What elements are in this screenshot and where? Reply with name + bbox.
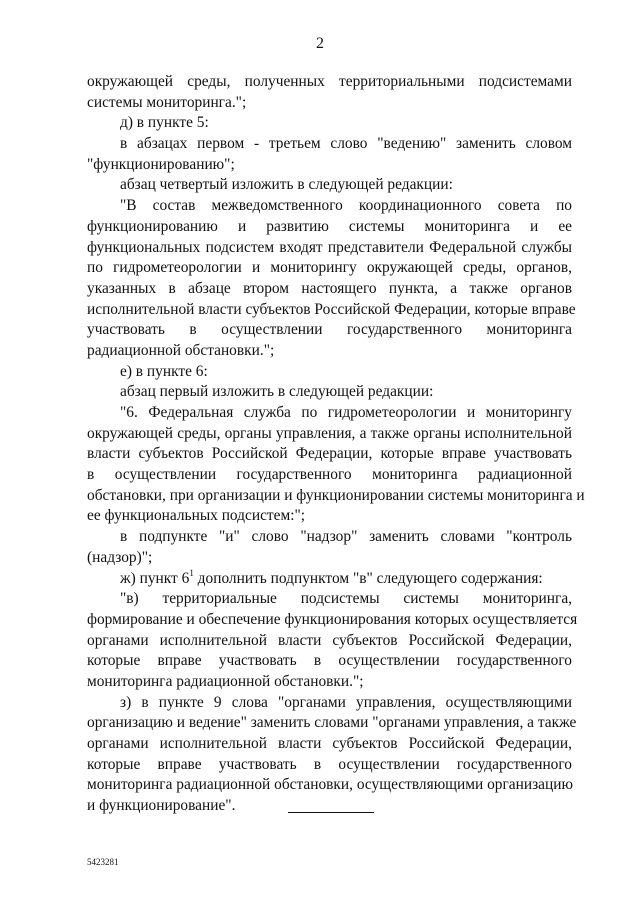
text-line [87, 279, 572, 300]
end-divider [288, 812, 374, 813]
line-text: мониторинга радиационной обстановки, осуществляющими организацию [87, 776, 573, 794]
line-text: указанных в абзаце втором настоящего пункта, а также органов [87, 279, 572, 297]
text-line [87, 196, 572, 217]
text-line [87, 610, 578, 631]
document-body [87, 72, 585, 817]
line-text: радиационной обстановки."; [87, 341, 275, 359]
text-line [87, 217, 572, 238]
line-text: (надзор)"; [87, 548, 153, 566]
text-line [87, 693, 572, 714]
text-line [87, 527, 572, 548]
line-text: функциональных подсистем входят представители Федеральной службы [87, 238, 572, 256]
text-line [87, 486, 585, 507]
text-line [87, 175, 572, 196]
text-line [87, 548, 572, 569]
line-text: ж) пункт 6 [120, 569, 190, 587]
text-line [87, 796, 572, 817]
line-text: е) в пункте 6: [120, 362, 208, 380]
text-line [87, 631, 572, 652]
text-line [87, 362, 572, 383]
text-line [87, 775, 572, 796]
text-line [87, 506, 572, 527]
text-line [87, 341, 572, 362]
line-text: исполнительной власти субъектов Российской Федерации, которые вправе [87, 300, 576, 318]
text-line [87, 113, 572, 134]
line-text: в абзацах первом - третьем слово "ведению" заменить словом [120, 135, 572, 153]
text-line [87, 134, 572, 155]
line-text: мониторинга радиационной обстановки."; [87, 672, 364, 690]
text-line [87, 403, 572, 424]
line-text: которые вправе участвовать в осуществлении государственного [87, 755, 572, 773]
text-line [87, 713, 577, 734]
text-line [87, 258, 572, 279]
line-text: организацию и ведение" заменить словами "органами управления, а также [87, 714, 577, 732]
line-text: ее функциональных подсистем:"; [87, 507, 306, 525]
text-line [87, 672, 572, 693]
line-text: "в) территориальные подсистемы системы мониторинга, [120, 590, 572, 608]
line-text: д) в пункте 5: [120, 114, 209, 132]
text-line [87, 651, 572, 672]
text-line [87, 155, 572, 176]
line-text: "6. Федеральная служба по гидрометеорологии и мониторингу [120, 404, 572, 421]
line-text: абзац четвертый изложить в следующей редакции: [120, 176, 453, 194]
text-line [87, 589, 572, 610]
text-line [87, 755, 572, 776]
line-text: по гидрометеорологии и мониторингу окружающей среды, органов, [87, 259, 572, 277]
line-text: окружающей среды, полученных территориальными подсистемами [87, 73, 572, 90]
line-text: в подпункте "и" слово "надзор" заменить словами "контроль [120, 528, 572, 546]
line-text: формирование и обеспечение функционирования которых осуществляется [87, 610, 578, 628]
text-line [87, 300, 576, 321]
line-text: "В состав межведомственного координационного совета по [120, 197, 572, 215]
line-text: органами исполнительной власти субъектов Российской Федерации, [87, 631, 572, 649]
line-text: которые вправе участвовать в осуществлении государственного [87, 652, 572, 670]
document-code: 5423281 [87, 857, 119, 867]
text-line [87, 382, 572, 403]
line-text: в осуществлении государственного мониторинга радиационной [87, 466, 572, 484]
line-text: и функционирование". [87, 797, 236, 815]
text-line [87, 424, 572, 445]
line-text: окружающей среды, органы управления, а также органы исполнительной [87, 424, 572, 442]
text-line [87, 734, 572, 755]
superscript-index: 1 [189, 567, 194, 578]
line-text: функционированию и развитию системы мониторинга и ее [87, 217, 572, 235]
text-line [87, 238, 572, 259]
text-line [87, 569, 572, 590]
line-text: "функционированию"; [87, 155, 235, 173]
text-line [87, 72, 572, 93]
line-text: системы мониторинга."; [87, 93, 247, 111]
line-text: власти субъектов Российской Федерации, которые вправе участвовать [87, 445, 572, 463]
text-line [87, 320, 572, 341]
text-line [87, 444, 572, 465]
line-text: участвовать в осуществлении государственного мониторинга [87, 321, 572, 339]
text-line [87, 465, 572, 486]
line-text: з) в пункте 9 слова "органами управления, осуществляющими [120, 693, 572, 711]
line-text: обстановки, при организации и функционировании системы мониторинга и [87, 486, 585, 504]
text-line [87, 93, 572, 114]
line-text-continued: дополнить подпунктом "в" следующего содержания: [193, 569, 543, 587]
page-number: 2 [316, 35, 324, 52]
line-text: абзац первый изложить в следующей редакции: [120, 383, 434, 401]
line-text: органами исполнительной власти субъектов Российской Федерации, [87, 735, 572, 752]
